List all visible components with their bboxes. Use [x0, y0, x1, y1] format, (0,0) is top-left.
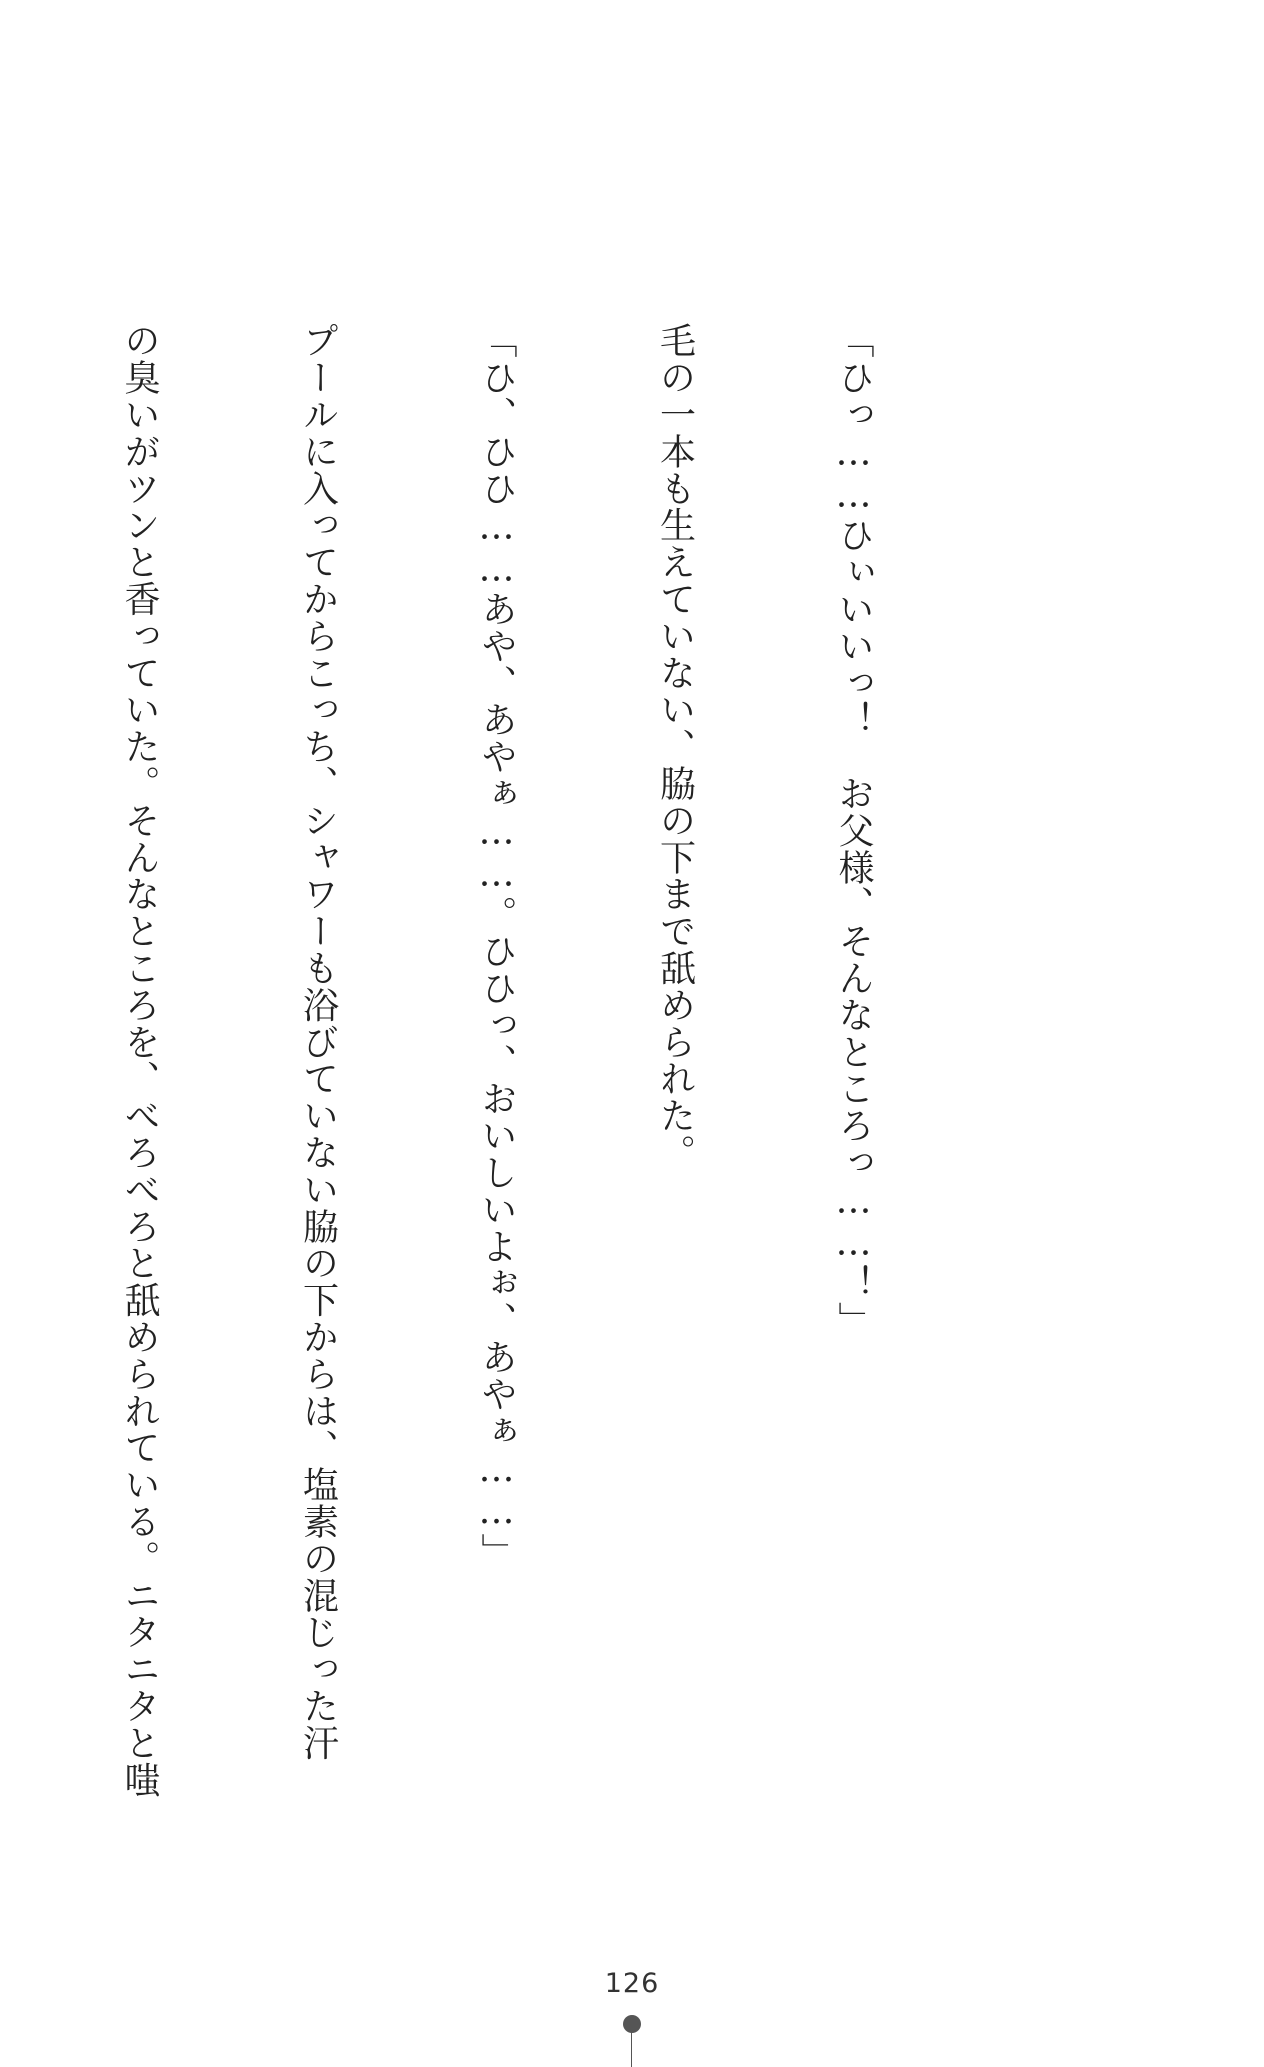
body-text [119, 322, 1002, 1798]
text-line: の臭いがツンと香っていた。そんなところを、べろべろと舐められている。ニタニタと嗤 [119, 322, 160, 1798]
page-number: 126 [604, 1968, 660, 1999]
text-line: 「ひっ……ひぃいいっ！ お父様、そんなところっ……！」 [833, 322, 874, 1339]
text-line: 「ひ、ひひ……あや、あやぁ……。ひひっ、おいしいよぉ、あやぁ……」 [476, 322, 517, 1570]
text-line: プールに入ってからこっち、シャワーも浴びていない脇の下からは、塩素の混じった汗 [297, 322, 339, 1762]
page-marker-dot-icon [623, 2015, 641, 2033]
text-line: 毛の一本も生えていない、脇の下まで舐められた。 [654, 322, 696, 1171]
